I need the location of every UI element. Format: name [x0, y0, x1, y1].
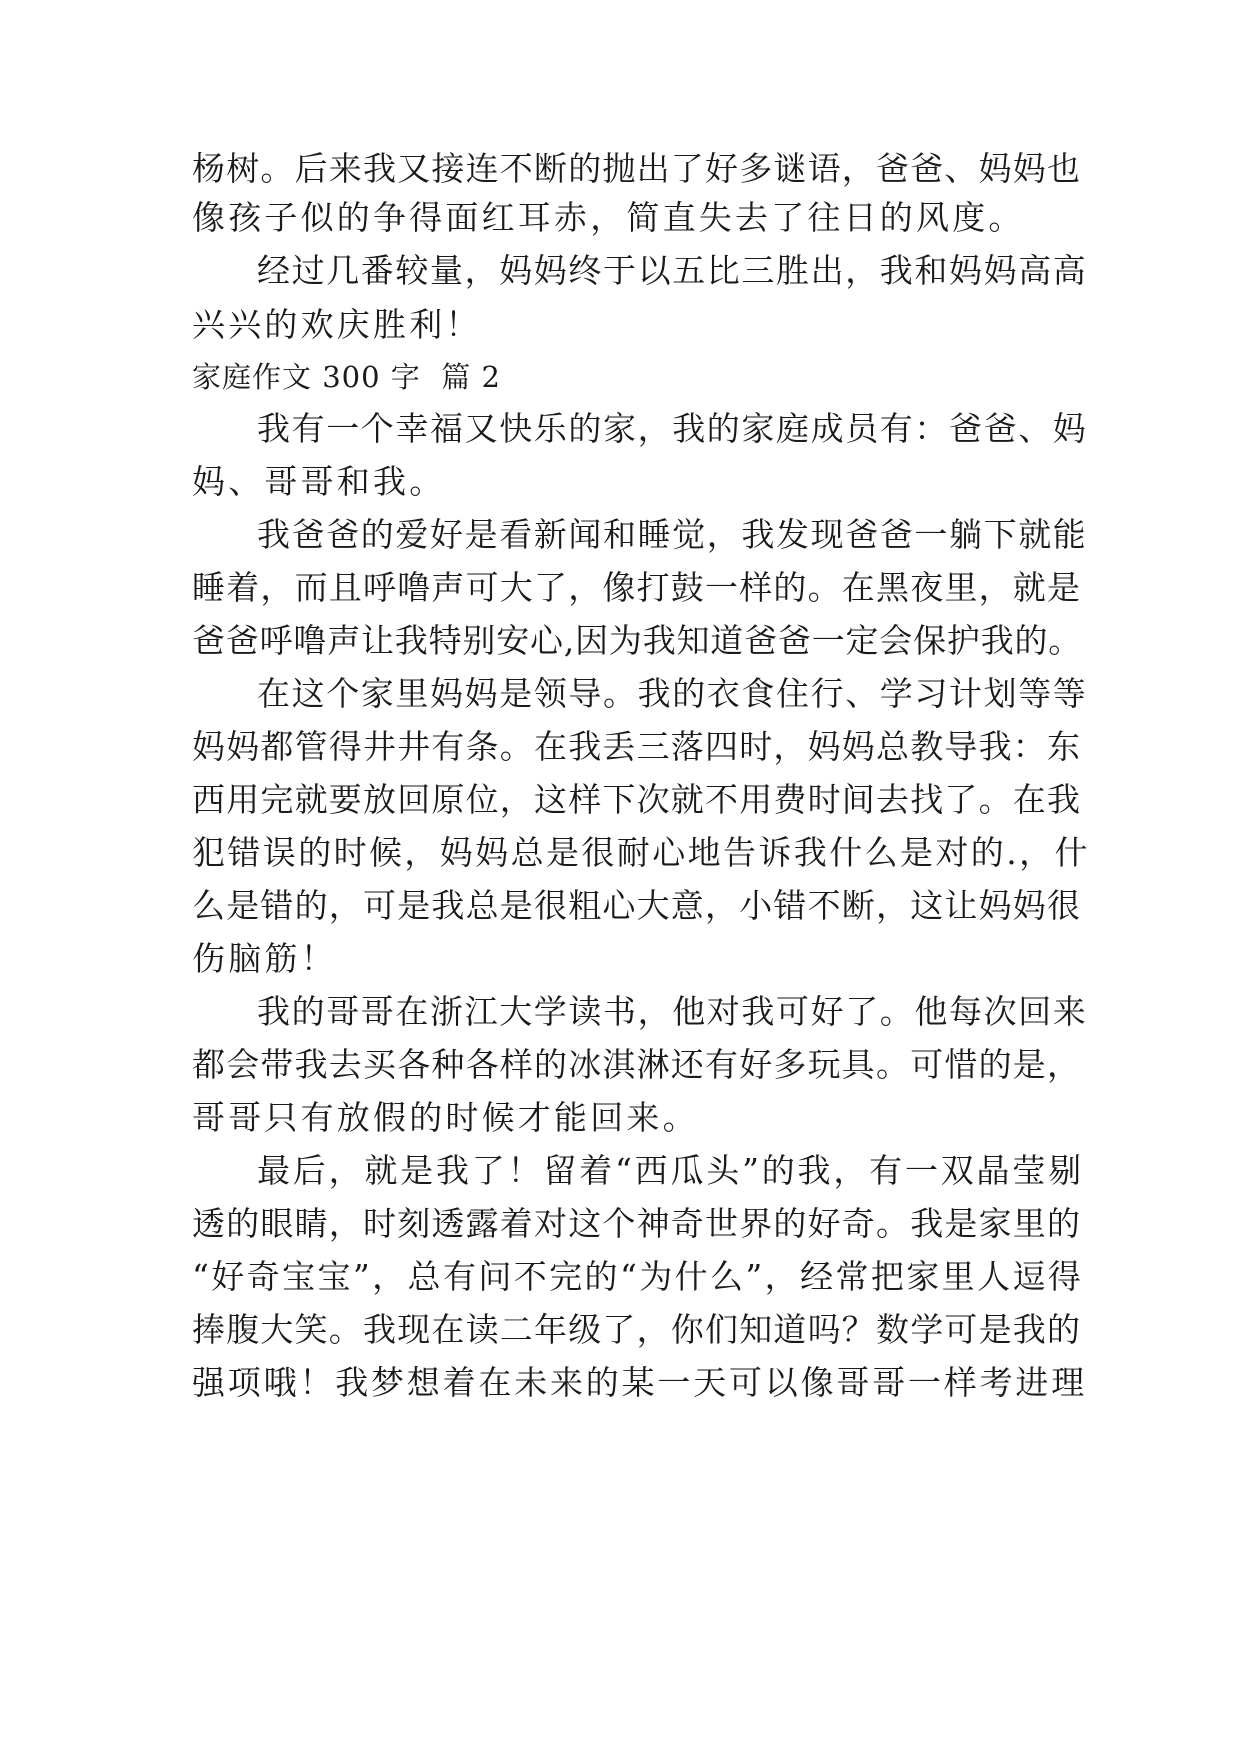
paragraph-first-line: 经过几番较量，妈妈终于以五比三胜出，我和妈妈高高 — [257, 251, 1088, 290]
text-line: 捧腹大笑。我现在读二年级了，你们知道吗？数学可是我的 — [192, 1310, 1082, 1349]
paragraph-first-line: 我爸爸的爱好是看新闻和睡觉，我发现爸爸一躺下就能 — [257, 515, 1088, 554]
paragraph-first-line: 我有一个幸福又快乐的家，我的家庭成员有：爸爸、妈 — [257, 409, 1088, 448]
text-line: “好奇宝宝”，总有问不完的“为什么”，经常把家里人逗得 — [192, 1257, 1084, 1296]
text-line: 西用完就要放回原位，这样下次就不用费时间去找了。在我 — [192, 780, 1082, 819]
text-line: 都会带我去买各种各样的冰淇淋还有好多玩具。可惜的是， — [192, 1045, 1082, 1084]
text-line: 透的眼睛，时刻透露着对这个神奇世界的好奇。我是家里的 — [192, 1204, 1082, 1243]
text-line: 杨树。后来我又接连不断的抛出了好多谜语，爸爸、妈妈也 — [192, 149, 1082, 188]
paragraph-first-line: 我的哥哥在浙江大学读书，他对我可好了。他每次回来 — [257, 992, 1088, 1031]
text-line: 强项哦！我梦想着在未来的某一天可以像哥哥一样考进理 — [192, 1363, 1087, 1402]
text-line: 妈、哥哥和我。 — [192, 462, 446, 501]
text-line: 睡着，而且呼噜声可大了，像打鼓一样的。在黑夜里，就是 — [192, 568, 1082, 607]
text-line: 犯错误的时候，妈妈总是很耐心地告诉我什么是对的.，什 — [192, 833, 1090, 872]
text-line: 妈妈都管得井井有条。在我丢三落四时，妈妈总教导我：东 — [192, 727, 1082, 766]
text-line: 伤脑筋！ — [192, 939, 337, 978]
section-heading: 家庭作文 300 字 篇 2 — [192, 360, 501, 394]
text-line: 么是错的，可是我总是很粗心大意，小错不断，这让妈妈很 — [192, 886, 1082, 925]
text-line: 哥哥只有放假的时候才能回来。 — [192, 1098, 699, 1137]
text-line: 爸爸呼噜声让我特别安心,因为我知道爸爸一定会保护我的。 — [192, 621, 1083, 660]
paragraph-first-line: 最后，就是我了！留着“西瓜头”的我，有一双晶莹剔 — [257, 1151, 1084, 1190]
text-line: 兴兴的欢庆胜利！ — [192, 305, 482, 344]
paragraph-first-line: 在这个家里妈妈是领导。我的衣食住行、学习计划等等 — [257, 674, 1088, 713]
text-line: 像孩子似的争得面红耳赤，简直失去了往日的风度。 — [192, 198, 1025, 237]
